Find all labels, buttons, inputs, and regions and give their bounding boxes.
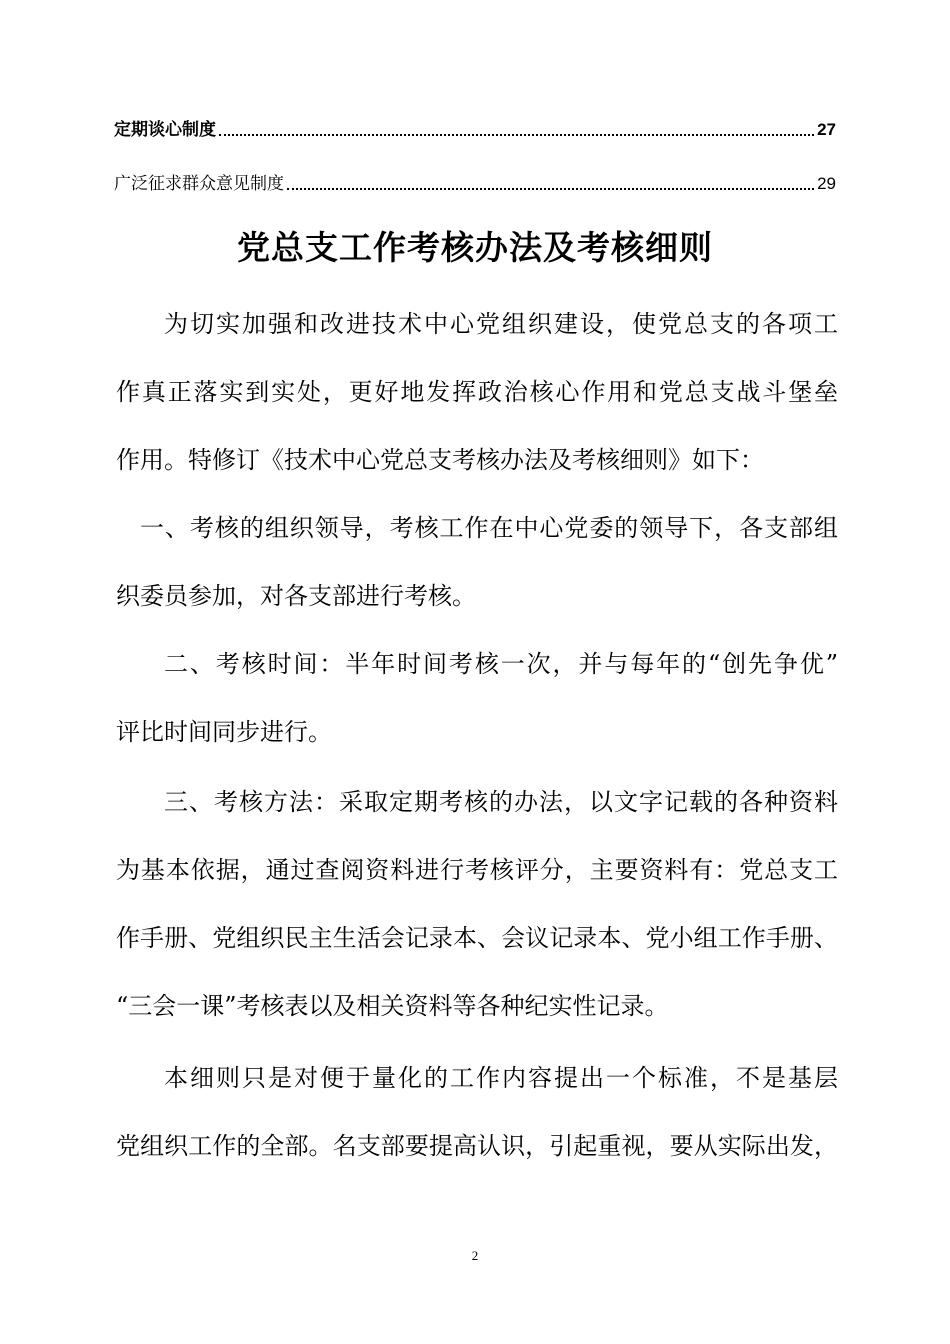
body-line: 作用。特修订《技术中心党总支考核办法及考核细则》如下： [116, 446, 764, 474]
body-line: 一、考核的组织领导，考核工作在中心党委的领导下，各支部组 [140, 514, 838, 542]
toc-entry-page: 29 [817, 174, 836, 193]
body-line: 二、考核时间：半年时间考核一次，并与每年的“创先争优” [164, 650, 838, 678]
body-line: 作真正落实到实处，更好地发挥政治核心作用和党总支战斗堡垒 [116, 378, 838, 406]
toc-leader [287, 187, 814, 190]
body-line: 为切实加强和改进技术中心党组织建设，使党总支的各项工 [164, 310, 838, 338]
body-line: 作手册、党组织民主生活会记录本、会议记录本、党小组工作手册、 [116, 924, 838, 952]
toc-entry[interactable] [114, 120, 836, 140]
body-line: 本细则只是对便于量化的工作内容提出一个标准，不是基层 [164, 1064, 838, 1092]
toc-entry[interactable] [114, 174, 836, 194]
body-line: 评比时间同步进行。 [116, 718, 332, 746]
body-line: 为基本依据，通过查阅资料进行考核评分，主要资料有：党总支工 [116, 856, 838, 884]
body-line: 织委员参加，对各支部进行考核。 [116, 582, 476, 610]
body-line: 三、考核方法：采取定期考核的办法，以文字记载的各种资料 [164, 788, 838, 816]
document-title: 党总支工作考核办法及考核细则 [237, 228, 713, 267]
toc-leader [219, 133, 814, 136]
toc-entry-title: 定期谈心制度 [114, 120, 216, 139]
toc-entry-title: 广泛征求群众意见制度 [114, 174, 284, 193]
body-line: “三会一课”考核表以及相关资料等各种纪实性记录。 [116, 992, 669, 1020]
page-number: 2 [471, 1248, 479, 1263]
body-line: 党组织工作的全部。名支部要提高认识，引起重视，要从实际出发， [116, 1132, 838, 1160]
toc-entry-page: 27 [817, 120, 836, 139]
